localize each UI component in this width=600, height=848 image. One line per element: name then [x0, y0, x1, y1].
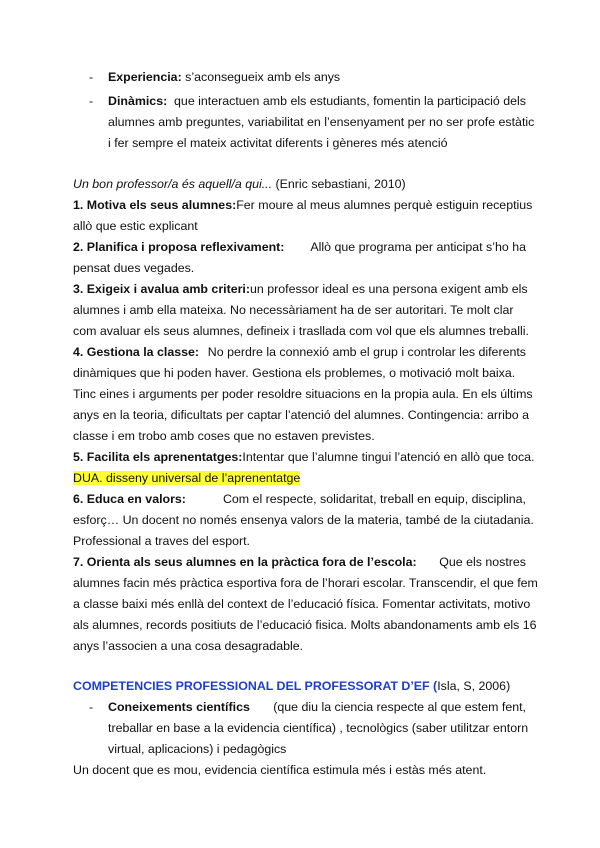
bullet-experiencia — [108, 67, 340, 88]
item-text: Fer moure al meus alumnes perquè estiguin receptius — [236, 198, 533, 212]
bullet-dinamics — [108, 91, 526, 112]
item-5 — [73, 447, 535, 468]
bullet-text-line: alumnes amb preguntes, variabilitat en l’ensenyament per no ser profe estàtic — [108, 115, 535, 129]
item-text: Allò que programa per anticipat s’ho ha — [310, 240, 526, 254]
item-title: 5. Facilita els aprenentatges: — [73, 450, 243, 464]
bullet-text-line: i fer sempre el mateix activitat diferents i gèneres més atenció — [108, 136, 448, 150]
item-text-line: a classe baixi més enllà del context de l’educació física. Fomentar activitats, motivo — [73, 597, 531, 611]
bullet-text-line: virtual, aplicacions) i pedagògics — [108, 742, 287, 756]
item-title: 2. Planifica i proposa reflexivament: — [73, 240, 285, 254]
item-text-line: alumnes facin més pràctica esportiva fora de l’horari escolar. Transcendir, el que fem — [73, 576, 538, 590]
item-text: un professor ideal es una persona exigent amb els — [250, 282, 528, 296]
item-text-line: dinàmiques que hi poden haver. Gestiona els problemes, o motivació molt baixa. — [73, 366, 516, 380]
item-text-line: esforç… Un docent no només ensenya valors de la materia, també de la ciutadania. — [73, 513, 534, 527]
bullet-text: (que diu la ciencia respecte al que estem fent, — [273, 700, 526, 714]
item-6 — [73, 489, 526, 510]
item-text-line: com avaluar els seus alumnes, defineix i trasllada com vol que els alumnes treballi. — [73, 324, 529, 338]
item-7 — [73, 552, 526, 573]
item-text: No perdre la connexió amb el grup i controlar les diferents — [207, 345, 526, 359]
bullet-dash: - — [89, 700, 94, 714]
bullet-term: Coneixements científics — [108, 700, 250, 714]
item-2 — [73, 237, 526, 258]
item-title: 7. Orienta als seus alumnes en la pràctica fora de l’escola: — [73, 555, 417, 569]
item-4 — [73, 342, 526, 363]
closing-paragraph: Un docent que es mou, evidencia científica estimula més i estàs més atent. — [73, 763, 487, 777]
quote-line — [73, 174, 406, 195]
dua-highlight: DUA. disseny universal de l’aprenentatge — [73, 471, 301, 485]
item-title: 1. Motiva els seus alumnes: — [73, 198, 237, 212]
bullet-text-line: treballar en base a la evidencia científica) , tecnològics (saber utilitzar entorn — [108, 721, 529, 735]
item-text: Com el respecte, solidaritat, treball en equip, disciplina, — [222, 492, 526, 506]
section-heading-title: COMPETENCIES PROFESSIONAL DEL PROFESSORAT D’EF ( — [73, 679, 438, 693]
section-heading-ref: Isla, S, 2006) — [437, 679, 511, 693]
item-text-line: anys l’associen a una cosa desagradable. — [73, 639, 304, 653]
bullet-term: Experiencia: — [108, 70, 182, 84]
bullet-text: que interactuen amb els estudiants, fomentin la participació dels — [174, 94, 526, 108]
item-text-line: Tinc eines i arguments per poder resoldre situacions en la propia aula. En els últims — [73, 387, 533, 401]
item-title: 3. Exigeix i avalua amb criteri: — [73, 282, 250, 296]
item-3 — [73, 279, 526, 300]
highlighted-text-line — [73, 468, 300, 489]
item-text-line: Professional a traves del esport. — [73, 534, 251, 548]
item-text-line: classe i em trobo amb coses que no estaven previstes. — [73, 429, 375, 443]
item-text-line: pensat dues vegades. — [73, 261, 195, 275]
quote-italic: Un bon professor/a és aquell/a qui... — [73, 177, 273, 191]
item-1 — [73, 195, 533, 216]
section-heading — [73, 676, 510, 697]
item-text: Que els nostres — [439, 555, 526, 569]
bullet-dash: - — [89, 94, 94, 108]
bullet-coneixements — [108, 697, 526, 718]
item-title: 4. Gestiona la classe: — [73, 345, 200, 359]
item-title: 6. Educa en valors: — [73, 492, 186, 506]
bullet-text: s’aconsegueix amb els anys — [185, 70, 341, 84]
item-text-line: alumnes i amb ella mateixa. No necessàriament ha de ser autoritari. Te molt clar — [73, 303, 514, 317]
item-text-line: allò que estic explicant — [73, 219, 198, 233]
item-text-line: als alumnes, records positiuts de l’educació fisica. Molts abandonaments amb els 16 — [73, 618, 537, 632]
item-text: Intentar que l’alumne tingui l’atenció en allò que toca. — [242, 450, 535, 464]
bullet-dash: - — [89, 70, 94, 84]
quote-reference: (Enric sebastiani, 2010) — [275, 177, 406, 191]
bullet-term: Dinàmics: — [108, 94, 168, 108]
item-text-line: anys en la teoria, dificultats per captar l’atenció del alumnes. Contingencia: arribo a — [73, 408, 529, 422]
